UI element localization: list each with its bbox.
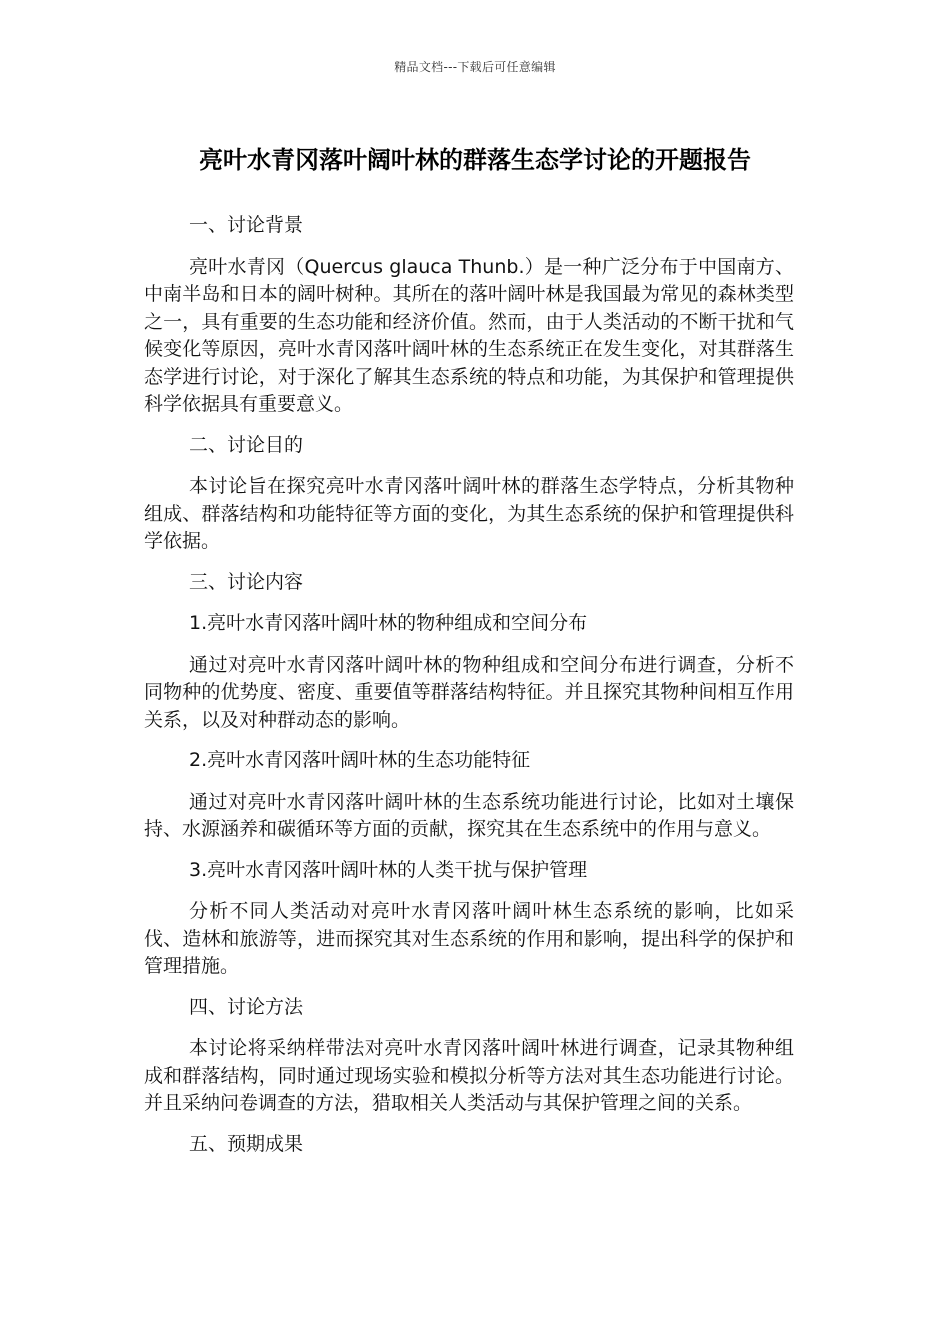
paragraph-content-1: 通过对亮叶水青冈落叶阔叶林的物种组成和空间分布进行调查，分析不同物种的优势度、密度、重要值等群落结构特征。并且探究其物种间相互作用关系，以及对种群动态的影响。 <box>144 653 794 731</box>
section-heading-background: 一、讨论背景 <box>189 214 304 236</box>
subsection-heading-3: 3.亮叶水青冈落叶阔叶林的人类干扰与保护管理 <box>189 858 588 881</box>
subsection-heading-1: 1.亮叶水青冈落叶阔叶林的物种组成和空间分布 <box>189 612 588 634</box>
paragraph-purpose: 本讨论旨在探究亮叶水青冈落叶阔叶林的群落生态学特点，分析其物种组成、群落结构和功能特征等方面的变化，为其生态系统的保护和管理提供科学依据。 <box>144 475 794 552</box>
section-heading-expected-results: 五、预期成果 <box>189 1132 304 1155</box>
paragraph-methods: 本讨论将采纳样带法对亮叶水青冈落叶阔叶林进行调查，记录其物种组成和群落结构，同时通过现场实验和模拟分析等方法对其生态功能进行讨论。并且采纳问卷调查的方法，猎取相关人类活动与其保护管理之间的关系。 <box>144 1037 794 1114</box>
document-body <box>144 212 794 1172</box>
header-note: 精品文档---下载后可任意编辑 <box>394 60 556 74</box>
paragraph-content-3: 分析不同人类活动对亮叶水青冈落叶阔叶林生态系统的影响，比如采伐、造林和旅游等，进而探究其对生态系统的作用和影响，提出科学的保护和管理措施。 <box>144 900 794 977</box>
section-heading-content: 三、讨论内容 <box>189 570 304 593</box>
paragraph-background: 亮叶水青冈（Quercus glauca Thunb.）是一种广泛分布于中国南方、中南半岛和日本的阔叶树种。其所在的落叶阔叶林是我国最为常见的森林类型之一，具有重要的生态功能和经济价值。然而，由于人类活动的不断干扰和气候变化等原因，亮叶水青冈落叶阔叶林的生态系统正在发生变化，对其群落生态学进行讨论，对于深化了解其生态系统的特点和功能，为其保护和管理提供科学依据具有重要意义。 <box>144 255 794 415</box>
section-heading-purpose: 二、讨论目的 <box>189 433 304 456</box>
subsection-heading-2: 2.亮叶水青冈落叶阔叶林的生态功能特征 <box>189 749 531 771</box>
section-heading-methods: 四、讨论方法 <box>189 995 304 1018</box>
paragraph-content-2: 通过对亮叶水青冈落叶阔叶林的生态系统功能进行讨论，比如对土壤保持、水源涵养和碳循环等方面的贡献，探究其在生态系统中的作用与意义。 <box>144 790 794 840</box>
document-title: 亮叶水青冈落叶阔叶林的群落生态学讨论的开题报告 <box>199 146 751 174</box>
